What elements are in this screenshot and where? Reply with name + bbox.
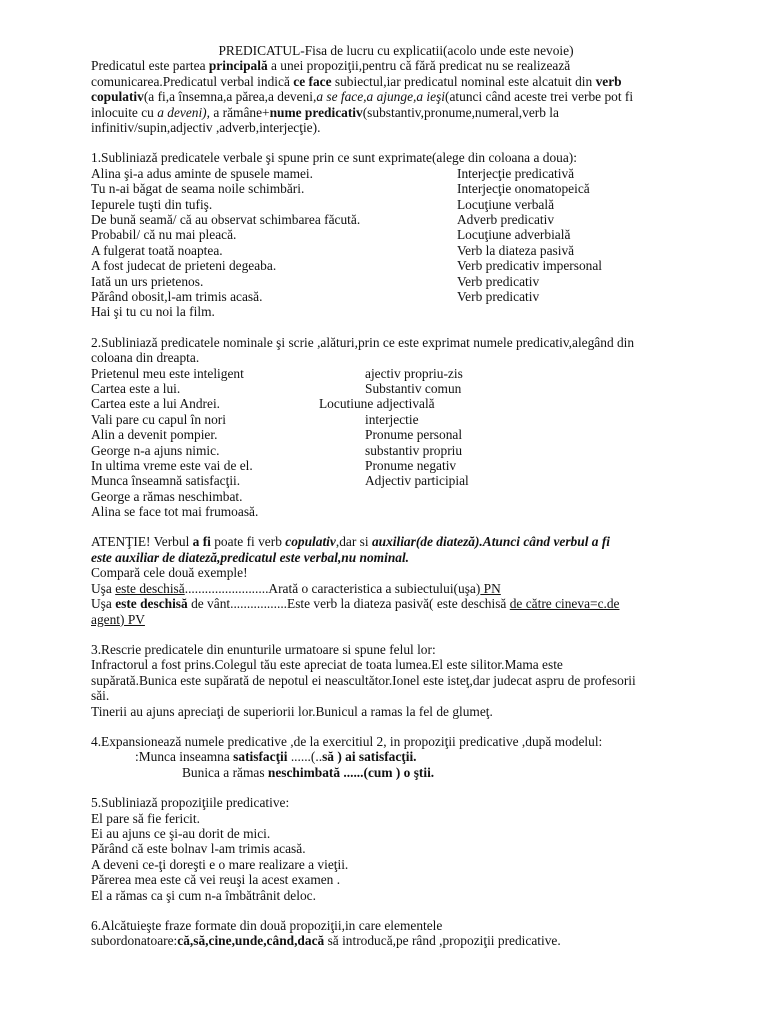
- table-row: [91, 243, 691, 258]
- option: Verb predicativ: [457, 273, 540, 289]
- sentence: De bună seamă/ că au observat schimbarea făcută.: [91, 212, 361, 228]
- table-row: [91, 489, 691, 504]
- example-text: Uşa: [91, 596, 116, 612]
- sentence: Părând că este bolnav l-am trimis acasă.: [91, 841, 306, 857]
- sentence: Iepurele tuşti din tufiş.: [91, 196, 213, 212]
- table-row: [91, 289, 691, 304]
- option: Verb predicativ: [457, 288, 540, 304]
- intro-text: a rămâne+: [210, 104, 270, 120]
- sentence: Prietenul meu este inteligent: [91, 365, 244, 381]
- sentence: Alina şi-a adus aminte de spusele mamei.: [91, 165, 313, 181]
- option: Substantiv comun: [365, 380, 462, 396]
- exercise-6: [91, 918, 691, 949]
- table-row: [91, 258, 691, 273]
- exercise-text: să introducă,pe rând ,propoziţii predicative.: [324, 933, 561, 949]
- exercise-2-heading: coloana din dreapta.: [91, 350, 200, 366]
- sentence: Hai şi tu cu noi la film.: [91, 304, 215, 320]
- option: interjectie: [365, 411, 419, 427]
- sentence: A deveni ce-ţi doreşti e o mare realizare a vieţii.: [91, 856, 349, 872]
- table-row: [91, 443, 691, 458]
- note-text: ATENŢIE! Verbul: [91, 534, 193, 550]
- option: ajectiv propriu-zis: [365, 365, 463, 381]
- intro-text: Predicatul este partea: [91, 58, 209, 74]
- note-text: Compară cele două exemple!: [91, 565, 248, 581]
- exercise-text: săi.: [91, 688, 110, 704]
- sentence: Alina se face tot mai frumoasă.: [91, 504, 259, 520]
- attention-note: [91, 534, 691, 626]
- page-title: PREDICATUL-Fisa de lucru cu explicatii(acolo unde este nevoie): [218, 43, 574, 58]
- sentence: George n-a ajuns nimic.: [91, 442, 220, 458]
- table-row: [91, 227, 691, 242]
- intro-bold: nume predicativ: [269, 104, 363, 120]
- example-text: Uşa: [91, 580, 116, 596]
- note-text: ,dar si: [335, 534, 372, 550]
- intro-text: subiectul,iar predicatul nominal este alcatuit din: [331, 73, 596, 89]
- note-text: poate fi verb: [210, 534, 286, 550]
- sentence: Probabil/ că nu mai pleacă.: [91, 227, 237, 243]
- intro-bold: principală: [208, 58, 268, 74]
- sentence: El a rămas ca şi cum n-a îmbătrânit deloc.: [91, 887, 316, 903]
- table-row: [91, 197, 691, 212]
- exercise-5-heading: 5.Subliniază propoziţiile predicative:: [91, 795, 290, 811]
- sentence: Vali pare cu capul în nori: [91, 411, 226, 427]
- table-row: [91, 274, 691, 289]
- example-underlined: de către cineva=c.de: [509, 596, 620, 612]
- table-row: [91, 304, 691, 319]
- intro-bold: ce face: [293, 73, 332, 89]
- option: substantiv propriu: [365, 442, 463, 458]
- sentence: Ei au ajuns ce şi-au dorit de mici.: [91, 825, 271, 841]
- model-text: :Munca inseamna: [135, 749, 234, 765]
- table-row: [91, 212, 691, 227]
- sentence: A fulgerat toată noaptea.: [91, 242, 223, 258]
- exercise-1: [91, 150, 691, 319]
- sentence: El pare să fie fericit.: [91, 810, 200, 826]
- table-row: [91, 366, 691, 381]
- sentence: Tu n-ai băgat de seama noile schimbări.: [91, 181, 305, 197]
- option: Pronume negativ: [365, 457, 457, 473]
- note-bold-italic: copulativ: [285, 534, 336, 550]
- option: Adjectiv participial: [365, 473, 469, 489]
- intro-text: (substantiv,pronume,numeral,verb la: [362, 104, 559, 120]
- intro-bold: verb: [595, 73, 622, 89]
- example-bold: este deschisă: [115, 596, 188, 612]
- example-text: de vânt.................Este verb la diateza pasivă( este deschisă: [187, 596, 510, 612]
- note-bold-italic: este auxiliar de diateză,predicatul este verbal,nu nominal.: [91, 549, 410, 565]
- intro-italic: a se face,a ajunge,a ieşi: [316, 89, 445, 105]
- sentence: George a rămas neschimbat.: [91, 488, 243, 504]
- option: Adverb predicativ: [457, 212, 555, 228]
- worksheet-page: [91, 43, 691, 949]
- exercise-2: [91, 335, 691, 520]
- model-bold: satisfacţii: [233, 749, 288, 765]
- example-underlined: este deschisă: [115, 580, 185, 596]
- option: Interjecţie predicativă: [457, 165, 575, 181]
- note-bold: a fi: [192, 534, 211, 550]
- intro-text: a unei propoziţii,pentru că fără predicat nu se realizează: [267, 58, 571, 74]
- option: Locuţiune adverbială: [457, 227, 571, 243]
- model-text: ......(..: [287, 749, 323, 765]
- sentence: Alin a devenit pompier.: [91, 427, 218, 443]
- option: Verb la diateza pasivă: [457, 242, 575, 258]
- sentence: In ultima vreme este vai de el.: [91, 457, 253, 473]
- table-row: [91, 412, 691, 427]
- model-bold: ......(cum ) o ştii.: [340, 764, 435, 780]
- sentence: Iată un urs prietenos.: [91, 273, 204, 289]
- sentence: Munca înseamnă satisfacţii.: [91, 473, 241, 489]
- exercise-2-heading: 2.Subliniază predicatele nominale şi scrie ,alături,prin ce este exprimat numele predicativ,alegând din: [91, 334, 635, 350]
- exercise-text: subordonatoare:: [91, 933, 178, 949]
- exercise-text: Infractorul a fost prins.Colegul tău este apreciat de toata lumea.El este silitor.Mama este: [91, 657, 563, 673]
- intro-text: (atunci când aceste trei verbe pot fi: [445, 89, 634, 105]
- exercise-4: [91, 734, 691, 780]
- sentence: A fost judecat de prieteni degeaba.: [91, 258, 277, 274]
- option: Pronume personal: [365, 427, 463, 443]
- intro-paragraph: [91, 58, 691, 135]
- example-underlined: PV: [124, 611, 145, 627]
- model-bold: să ): [322, 749, 342, 765]
- table-row: [91, 473, 691, 488]
- table-row: [91, 166, 691, 181]
- model-bold: ai satisfacţii.: [341, 749, 417, 765]
- sentence: Părând obosit,l-am trimis acasă.: [91, 288, 263, 304]
- exercise-1-heading: 1.Subliniază predicatele verbale şi spune prin ce sunt exprimate(alege din coloana a doua):: [91, 150, 577, 166]
- model-bold: neschimbată: [267, 764, 341, 780]
- intro-text: comunicarea.Predicatul verbal indică: [91, 73, 294, 89]
- exercise-3: [91, 642, 691, 719]
- exercise-bold: că,să,cine,unde,când,dacă: [177, 933, 325, 949]
- table-row: [91, 427, 691, 442]
- example-underlined: agent): [91, 611, 125, 627]
- intro-text: infinitiv/supin,adjectiv ,adverb,interjecţie).: [91, 120, 321, 136]
- table-row: [91, 504, 691, 519]
- sentence: Părerea mea este că vei reuşi la acest examen .: [91, 872, 341, 888]
- sentence: Cartea este a lui Andrei.: [91, 396, 221, 412]
- model-text: Bunica a rămas: [182, 764, 268, 780]
- note-bold-italic: auxiliar(de diateză).Atunci când verbul a fi: [371, 534, 610, 550]
- intro-bold: copulativ: [91, 89, 144, 105]
- exercise-3-heading: 3.Rescrie predicatele din enunturile urmatoare si spune felul lor:: [91, 641, 436, 657]
- example-text: .........................Arată o caracteristica a subiectului(uşa): [184, 580, 481, 596]
- example-underlined: PN: [480, 580, 501, 596]
- intro-text: inlocuite cu: [91, 104, 158, 120]
- exercise-6-heading: 6.Alcătuieşte fraze formate din două propoziţii,in care elementele: [91, 918, 443, 933]
- sentence: Cartea este a lui.: [91, 380, 181, 396]
- table-row: [91, 181, 691, 196]
- exercise-text: supărată.Bunica este supărată de nepotul ei neascultător.Ionel este isteţ,dar judecat aspru de profesorii: [91, 672, 636, 688]
- table-row: [91, 381, 691, 396]
- table-row: [91, 396, 691, 411]
- option: Locuţiune verbală: [457, 196, 555, 212]
- exercise-text: Tinerii au ajuns apreciaţi de superiorii lor.Bunicul a ramas la fel de glumeţ.: [91, 703, 493, 719]
- option: Verb predicativ impersonal: [457, 258, 603, 274]
- table-row: [91, 458, 691, 473]
- exercise-5: [91, 795, 691, 903]
- exercise-4-heading: 4.Expansionează numele predicative ,de la exercitiul 2, in propoziţii predicative ,după modelul:: [91, 733, 603, 749]
- option: Interjecţie onomatopeică: [457, 181, 590, 197]
- intro-text: (a fi,a însemna,a părea,a deveni,: [143, 89, 317, 105]
- option: Locutiune adjectivală: [319, 396, 435, 412]
- intro-italic: a deveni),: [157, 104, 210, 120]
